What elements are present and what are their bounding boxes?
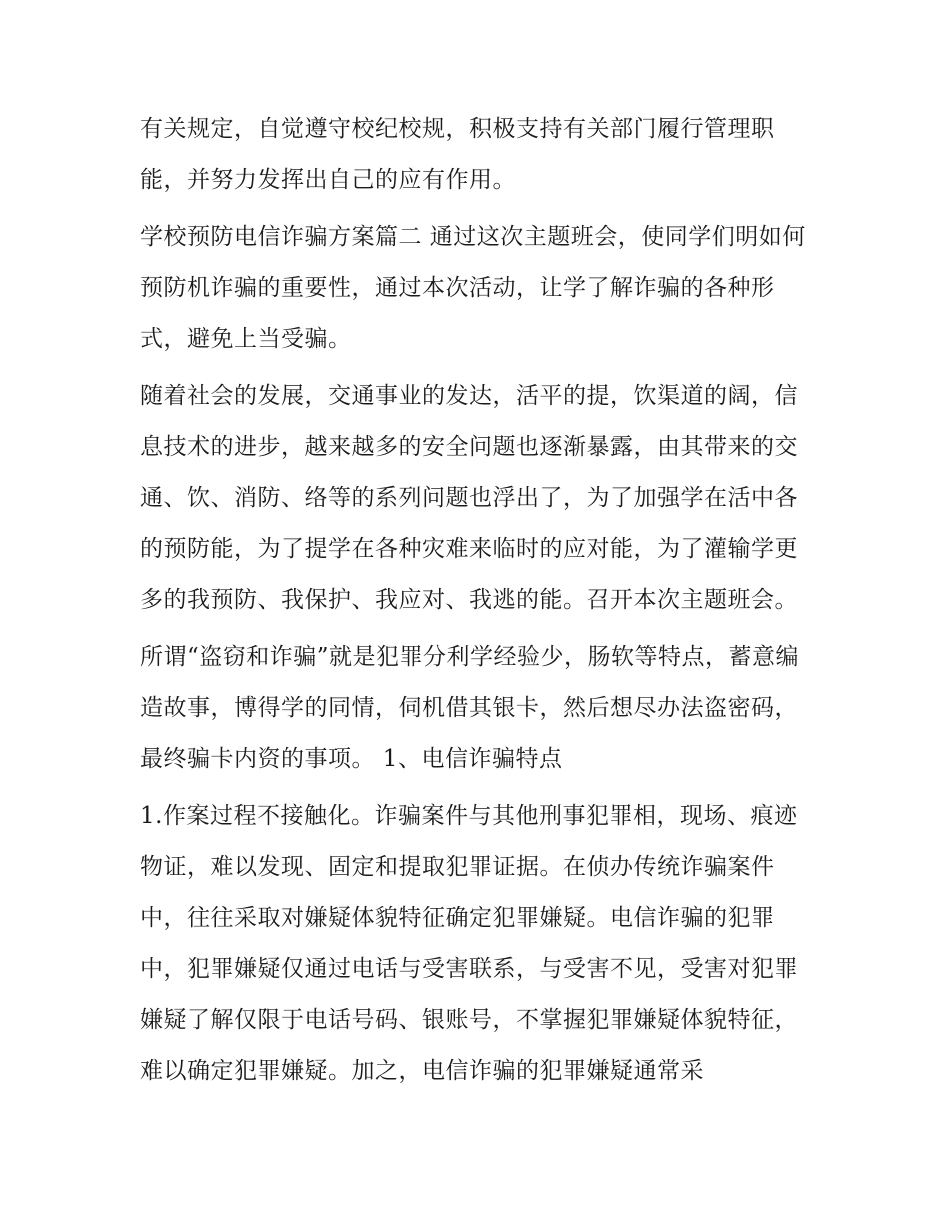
paragraph-5: 1.作案过程不接触化。诈骗案件与其他刑事犯罪相，现场、痕迹物证，难以发现、固定和提取犯罪证据。在侦办传统诈骗案件中，往往采取对嫌疑体貌特征确定犯罪嫌疑。电信诈骗的犯罪中，犯罪嫌疑仅通过电话与受害联系，与受害不见，受害对犯罪嫌疑了解仅限于电话号码、银账号，不掌握犯罪嫌疑体貌特征，难以确定犯罪嫌疑。加之，电信诈骗的犯罪嫌疑通常采: [140, 803, 798, 1084]
paragraph-1: 有关规定，自觉遵守校纪校规，积极支持有关部门履行管理职能，并努力发挥出自己的应有作用。: [140, 116, 775, 193]
paragraph-3: 随着社会的发展，交通事业的发达，活平的提，饮渠道的阔，信息技术的进步，越来越多的安全问题也逐渐暴露，由其带来的交通、饮、消防、络等的系列问题也浮出了，为了加强学在活中各的预防能，为了提学在各种灾难来临时的应对能，为了灌输学更多的我预防、我保护、我应对、我逃的能。召开本次主题班会。: [140, 383, 798, 613]
document-body: [140, 104, 820, 1103]
paragraph-4: 所谓“盗窃和诈骗”就是犯罪分利学经验少，肠软等特点，蓄意编造故事，博得学的同情，伺机借其银卡，然后想尽办法盗密码，最终骗卡内资的事项。 1、电信诈骗特点: [140, 644, 800, 772]
paragraph-2: 学校预防电信诈骗方案篇二 通过这次主题班会，使同学们明如何预防机诈骗的重要性，通过本次活动，让学了解诈骗的各种形式，避免上当受骗。: [140, 224, 806, 352]
